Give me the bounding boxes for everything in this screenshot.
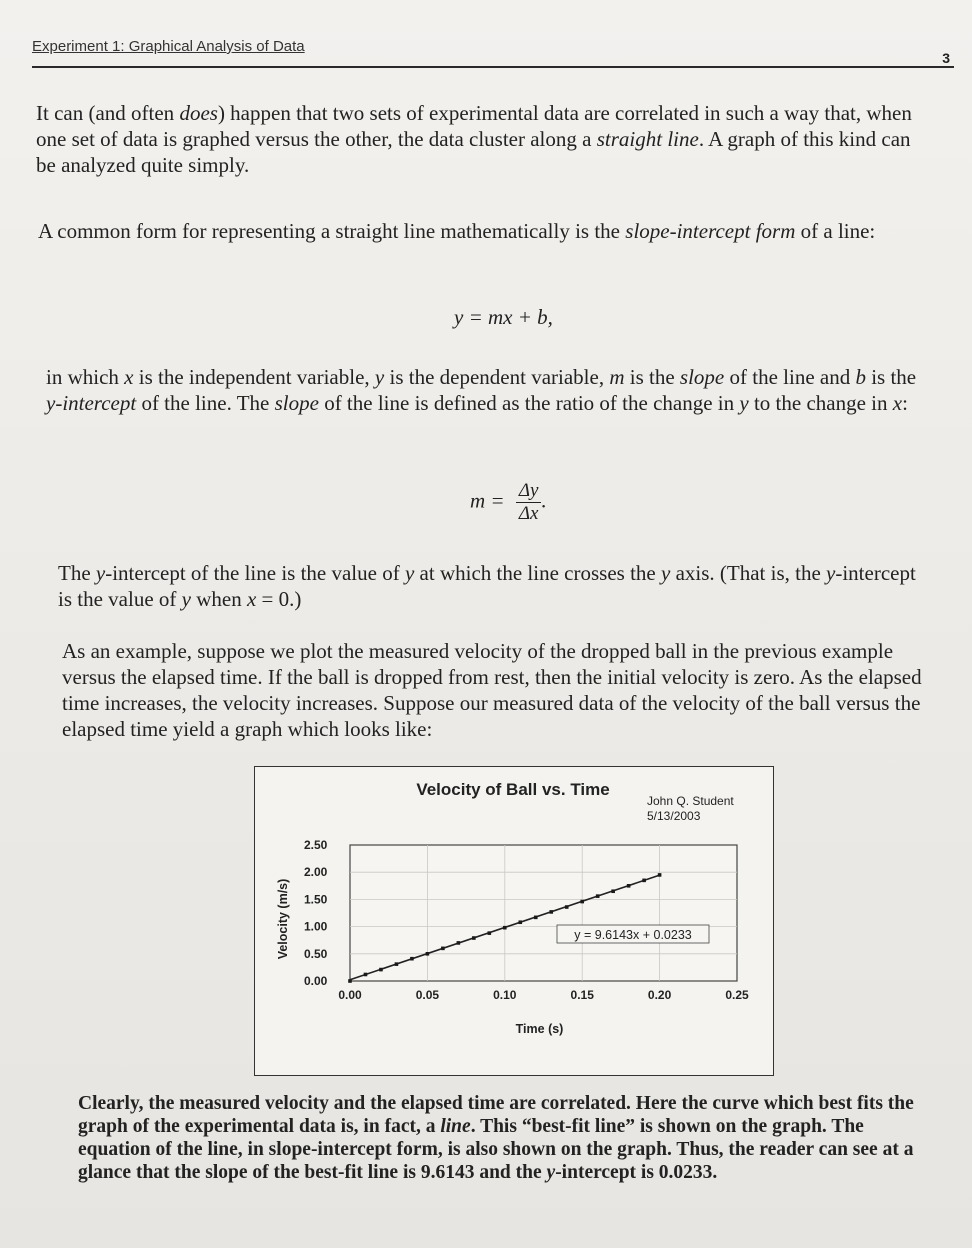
y-tick-label: 2.50 bbox=[304, 838, 328, 852]
data-point bbox=[565, 905, 569, 909]
p2-run-0: A common form for representing a straight line mathematically is the bbox=[38, 219, 626, 243]
p3-run-4: is the dependent variable, bbox=[384, 365, 610, 389]
p4-run-12: = 0.) bbox=[256, 587, 302, 611]
slope-fraction bbox=[516, 480, 542, 525]
p1-run-3: straight line bbox=[596, 127, 699, 151]
y-tick-label: 1.50 bbox=[304, 892, 328, 907]
data-point bbox=[364, 973, 368, 977]
paragraph-example bbox=[62, 638, 942, 742]
data-point bbox=[488, 931, 492, 935]
page-number: 3 bbox=[942, 50, 950, 66]
data-point bbox=[503, 926, 507, 930]
chart-annotation: John Q. Student bbox=[647, 794, 734, 808]
y-tick-label: 0.00 bbox=[304, 974, 328, 988]
p3-run-3: y bbox=[374, 365, 385, 389]
x-tick-label: 0.05 bbox=[415, 988, 440, 1002]
data-point bbox=[410, 957, 414, 961]
p6-run-3: y bbox=[546, 1162, 556, 1183]
data-point bbox=[441, 947, 445, 951]
p3-run-14: of the line is defined as the ratio of the change in bbox=[318, 391, 740, 415]
data-point bbox=[596, 894, 600, 898]
x-tick-label: 0.10 bbox=[493, 988, 517, 1002]
p1-run-4: . A graph of this kind can be analyzed quite simply. bbox=[36, 127, 911, 177]
p3-run-16: to the change in bbox=[748, 391, 893, 415]
p4-run-4: at which the line crosses the bbox=[414, 561, 661, 585]
p1-run-0: It can (and often bbox=[36, 101, 180, 125]
chart-annotation: 5/13/2003 bbox=[647, 809, 701, 823]
p4-run-0: The bbox=[58, 561, 96, 585]
data-point bbox=[426, 952, 430, 956]
paragraph-definitions bbox=[46, 364, 936, 416]
header-title: Experiment 1: Graphical Analysis of Data bbox=[32, 38, 305, 55]
paragraph-slope-intercept bbox=[38, 218, 933, 244]
equation-slope-intercept: y = mx + b, bbox=[454, 305, 553, 329]
data-point bbox=[627, 884, 631, 888]
p4-run-3: y bbox=[404, 561, 415, 585]
slope-period: . bbox=[541, 488, 547, 513]
data-point bbox=[395, 962, 399, 966]
p3-run-13: slope bbox=[274, 391, 319, 415]
p3-run-8: of the line and bbox=[724, 365, 856, 389]
slope-numerator: Δy bbox=[516, 480, 542, 503]
p3-run-0: in which bbox=[46, 365, 125, 389]
paragraph-intro bbox=[36, 100, 926, 178]
p3-run-15: y bbox=[739, 391, 749, 415]
p4-run-6: axis. (That is, the bbox=[670, 561, 827, 585]
x-tick-label: 0.00 bbox=[338, 988, 362, 1002]
y-tick-label: 1.00 bbox=[304, 919, 328, 934]
p4-run-10: when bbox=[190, 587, 247, 611]
velocity-chart bbox=[254, 766, 774, 1076]
p4-run-9: y bbox=[181, 587, 191, 611]
p3-run-12: of the line. The bbox=[136, 391, 275, 415]
p4-run-5: y bbox=[660, 561, 671, 585]
y-tick-label: 0.50 bbox=[304, 946, 328, 961]
p3-run-7: slope bbox=[679, 365, 725, 389]
data-point bbox=[457, 941, 461, 945]
equation-slope bbox=[470, 480, 547, 525]
p4-run-8: -intercept is the value of bbox=[58, 561, 916, 611]
slope-lhs: m = bbox=[470, 488, 505, 513]
x-tick-label: 0.15 bbox=[570, 988, 594, 1002]
paragraph-y-intercept bbox=[58, 560, 928, 612]
p3-run-2: is the independent variable, bbox=[133, 365, 375, 389]
p3-run-5: m bbox=[609, 365, 625, 389]
paragraph-conclusion bbox=[78, 1092, 938, 1184]
data-point bbox=[518, 920, 522, 924]
p6-run-0: Clearly, the measured velocity and the elapsed time are correlated. Here the curve which best fits the graph of the experimental data is, in fact, a bbox=[78, 1093, 914, 1137]
p3-run-9: b bbox=[855, 365, 866, 389]
p3-run-6: is the bbox=[624, 365, 680, 389]
fit-equation-label: y = 9.6143x + 0.0233 bbox=[574, 928, 692, 942]
p6-run-2: . This “best-fit line” is shown on the graph. The equation of the line, in slope-intercept form, is also shown on the graph. Thus, the reader can see at a glance that the slope of the best-fit line is 9.6143 and the bbox=[78, 1116, 914, 1183]
p1-run-1: does bbox=[179, 101, 218, 125]
chart-svg bbox=[255, 767, 773, 1075]
p6-run-1: line bbox=[440, 1116, 471, 1137]
y-tick-label: 2.00 bbox=[304, 865, 328, 880]
p4-run-7: y bbox=[826, 561, 836, 585]
data-point bbox=[534, 916, 538, 920]
p6-run-4: -intercept is 0.0233. bbox=[555, 1162, 718, 1183]
p4-run-11: x bbox=[246, 587, 257, 611]
data-point bbox=[549, 910, 553, 914]
data-point bbox=[658, 873, 662, 877]
p2-run-2: of a line: bbox=[795, 219, 876, 243]
data-point bbox=[348, 979, 352, 983]
p3-run-17: x bbox=[892, 391, 903, 415]
slope-denominator: Δx bbox=[518, 503, 539, 524]
x-tick-label: 0.25 bbox=[725, 988, 749, 1002]
data-point bbox=[580, 900, 584, 904]
x-axis-label: Time (s) bbox=[515, 1022, 564, 1036]
page-header bbox=[32, 36, 954, 68]
p3-run-10: is the bbox=[865, 365, 917, 389]
p5-run-0: As an example, suppose we plot the measured velocity of the dropped ball in the previous example versus the elapsed time. If the ball is dropped from rest, then the initial velocity is zero. As the elapsed time increases, the velocity increases. Suppose our measured data of the velocity of the ball versus the elapsed time yield a graph which looks like: bbox=[62, 639, 922, 741]
chart-title: Velocity of Ball vs. Time bbox=[416, 780, 610, 799]
x-tick-label: 0.20 bbox=[647, 988, 672, 1002]
p1-run-2: ) happen that two sets of experimental data are correlated in such a way that, when one set of data is graphed versus the other, the data cluster along a bbox=[36, 101, 912, 151]
data-point bbox=[642, 879, 646, 883]
data-point bbox=[611, 889, 615, 893]
data-point bbox=[472, 936, 476, 940]
p2-run-1: slope-intercept form bbox=[625, 219, 796, 243]
p4-run-1: y bbox=[95, 561, 106, 585]
p4-run-2: -intercept of the line is the value of bbox=[105, 561, 405, 585]
data-point bbox=[379, 968, 383, 972]
y-axis-label: Velocity (m/s) bbox=[276, 878, 290, 960]
p3-run-1: x bbox=[124, 365, 134, 389]
p3-run-18: : bbox=[902, 391, 908, 415]
p3-run-11: y-intercept bbox=[46, 391, 137, 415]
